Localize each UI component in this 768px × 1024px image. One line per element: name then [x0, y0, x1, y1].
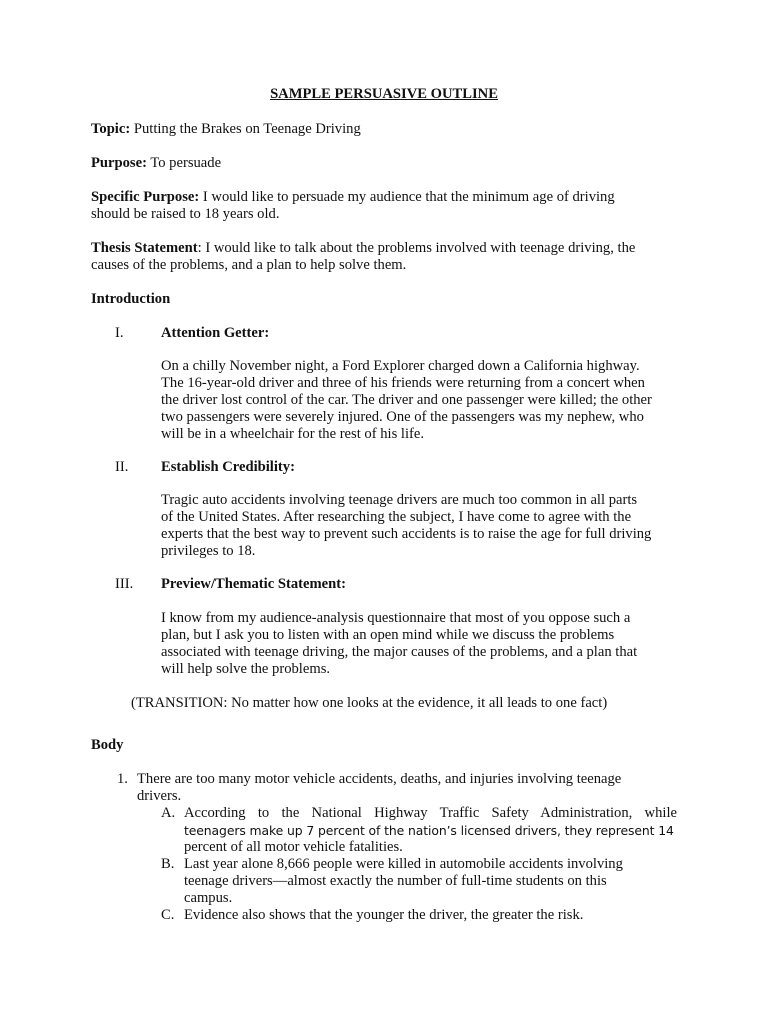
specific-purpose-label: Specific Purpose: — [91, 189, 200, 205]
introduction-heading: Introduction — [91, 291, 171, 307]
paragraph-line: plan, but I ask you to listen with an open mind while we discuss the problems — [161, 627, 615, 643]
topic-label: Topic: — [91, 121, 131, 137]
purpose-label: Purpose: — [91, 155, 147, 171]
paragraph-line: Tragic auto accidents involving teenage drivers are much too common in all parts — [161, 492, 638, 508]
specific-purpose-text: I would like to persuade my audience that the minimum age of driving — [202, 189, 615, 205]
topic-value: Putting the Brakes on Teenage Driving — [133, 121, 361, 137]
intro-numeral-2: II. — [115, 459, 129, 475]
sub-point-line: teenage drivers—almost exactly the number of full-time students on this — [184, 873, 607, 889]
sub-point-a — [184, 805, 677, 856]
preview-paragraph — [161, 610, 677, 678]
sub-point-line: campus. — [184, 890, 233, 906]
paragraph-line: will be in a wheelchair for the rest of his life. — [161, 426, 425, 442]
body-point-text — [137, 771, 677, 805]
body-heading: Body — [91, 737, 124, 753]
paragraph-line: the driver lost control of the car. The driver and one passenger were killed; the other — [161, 392, 652, 408]
topic-line — [91, 121, 691, 138]
paragraph-line: The 16-year-old driver and three of his friends were returning from a concert when — [161, 375, 645, 391]
paragraph-line: of the United States. After researching the subject, I have come to agree with the — [161, 509, 632, 525]
document-title: SAMPLE PERSUASIVE OUTLINE — [270, 86, 498, 102]
specific-purpose-line2: should be raised to 18 years old. — [91, 206, 280, 222]
sub-point-c — [184, 907, 677, 924]
sub-point-letter-b: B. — [161, 856, 175, 872]
credibility-paragraph — [161, 492, 677, 560]
body-point-line: drivers. — [137, 788, 182, 804]
body-point-line: There are too many motor vehicle accidents, deaths, and injuries involving teenage — [137, 771, 622, 787]
thesis-line2: causes of the problems, and a plan to help solve them. — [91, 257, 407, 273]
paragraph-line: two passengers were severely injured. One of the passengers was my nephew, who — [161, 409, 644, 425]
sub-point-line: teenagers make up 7 percent of the nation’s licensed drivers, they represent 14 — [184, 823, 674, 838]
paragraph-line: On a chilly November night, a Ford Explorer charged down a California highway. — [161, 358, 640, 374]
purpose-value: To persuade — [150, 155, 222, 171]
sub-point-line: percent of all motor vehicle fatalities. — [184, 839, 403, 855]
sub-point-line: Evidence also shows that the younger the driver, the greater the risk. — [184, 907, 584, 923]
intro-numeral-3: III. — [115, 576, 134, 592]
sub-point-line: According to the National Highway Traffic Safety Administration, while — [184, 805, 677, 821]
sub-point-letter-c: C. — [161, 907, 175, 923]
preview-statement-heading: Preview/Thematic Statement: — [161, 576, 346, 592]
specific-purpose-line1 — [91, 189, 691, 206]
paragraph-line: associated with teenage driving, the major causes of the problems, and a plan that — [161, 644, 638, 660]
attention-getter-paragraph — [161, 358, 677, 443]
attention-getter-heading: Attention Getter: — [161, 325, 270, 341]
thesis-line1 — [91, 240, 691, 257]
paragraph-line: will help solve the problems. — [161, 661, 331, 677]
paragraph-line: I know from my audience-analysis questionnaire that most of you oppose such a — [161, 610, 631, 626]
body-point-number: 1. — [117, 771, 128, 787]
transition-statement: (TRANSITION: No matter how one looks at the evidence, it all leads to one fact) — [131, 695, 608, 711]
sub-point-b — [184, 856, 677, 907]
sub-point-letter-a: A. — [161, 805, 176, 821]
thesis-text: : I would like to talk about the problems involved with teenage driving, the — [197, 240, 636, 256]
intro-numeral-1: I. — [115, 325, 124, 341]
thesis-label: Thesis Statement — [91, 240, 198, 256]
sub-point-line: Last year alone 8,666 people were killed in automobile accidents involving — [184, 856, 623, 872]
establish-credibility-heading: Establish Credibility: — [161, 459, 295, 475]
purpose-line — [91, 155, 691, 172]
paragraph-line: experts that the best way to prevent such accidents is to raise the age for full driving — [161, 526, 652, 542]
paragraph-line: privileges to 18. — [161, 543, 256, 559]
